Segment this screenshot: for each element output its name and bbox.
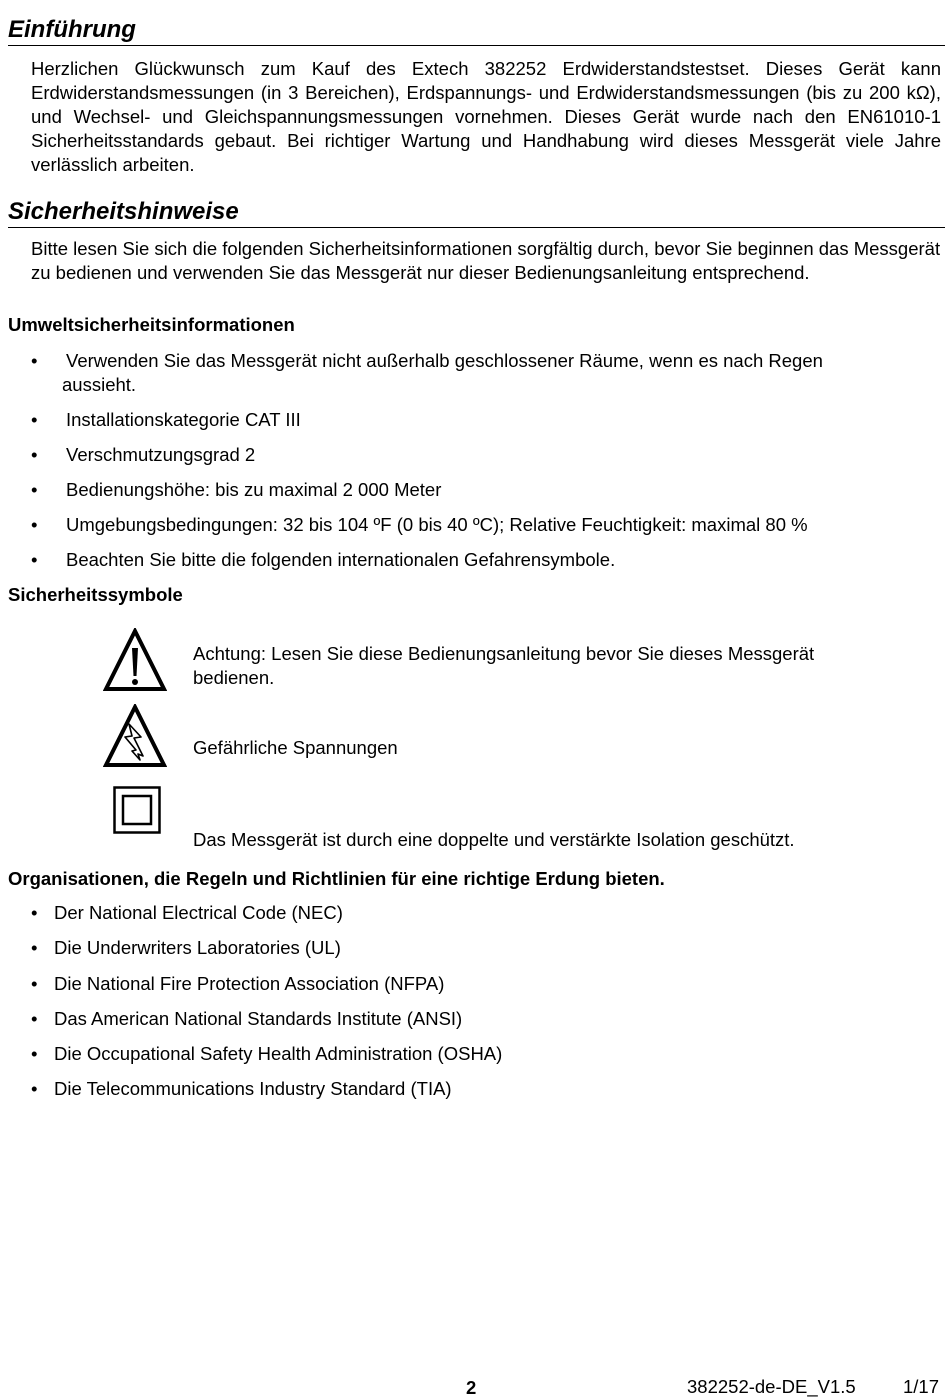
intro-paragraph: Herzlichen Glückwunsch zum Kauf des Extech 382252 Erdwiderstandstestset. Dieses Gerät kann Erdwiderstandsmessungen (in 3 Bereichen), Erdspannungs- und Erdwiderstandsmessungen (bis zu 200 kΩ), und Wechsel- und Gleichspannungsmessungen vornehmen. Dieses Gerät wurde nach den EN61010-1 Sicherheitsstandards gebaut. Bei richtiger Wartung und Handhabung wird dieses Messgerät viele Jahre verlässlich arbeiten. <box>31 58 941 175</box>
section-title-intro: Einführung <box>8 16 945 46</box>
bullet-icon: • <box>31 479 38 500</box>
list-item: • Verschmutzungsgrad 2 <box>31 444 256 465</box>
list-item: • Der National Electrical Code (NEC) <box>31 902 343 923</box>
list-item: • Die Telecommunications Industry Standard (TIA) <box>31 1078 452 1099</box>
safety-paragraph: Bitte lesen Sie sich die folgenden Sicherheitsinformationen sorgfältig durch, bevor Sie beginnen das Messgerät zu bedienen und verwenden Sie das Messgerät nur dieser Bedienungsanleitung entsprechend. <box>31 238 941 283</box>
symbol-voltage-text: Gefährliche Spannungen <box>193 737 398 758</box>
list-item: • Installationskategorie CAT III <box>31 409 301 430</box>
symbol-caution-text: Achtung: Lesen Sie diese Bedienungsanleitung bevor Sie dieses Messgerät bedienen. <box>193 643 815 688</box>
high-voltage-icon <box>103 704 167 768</box>
bullet-icon: • <box>31 444 38 465</box>
list-item: • Die Occupational Safety Health Administration (OSHA) <box>31 1043 503 1064</box>
list-item: • Die Underwriters Laboratories (UL) <box>31 937 341 958</box>
caution-triangle-icon <box>103 628 167 692</box>
page-count: 1/17 <box>903 1376 940 1397</box>
section-title-safety: Sicherheitshinweise <box>8 198 945 228</box>
safety-symbols-heading: Sicherheitssymbole <box>8 584 183 605</box>
bullet-icon: • <box>31 1043 38 1064</box>
bullet-icon: • <box>31 409 38 430</box>
bullet-icon: • <box>31 1008 38 1029</box>
document-id: 382252-de-DE_V1.5 <box>687 1376 856 1397</box>
bullet-icon: • <box>31 973 38 994</box>
double-insulation-icon <box>113 786 161 834</box>
list-item: • Beachten Sie bitte die folgenden internationalen Gefahrensymbole. <box>31 549 616 570</box>
list-item: • Die National Fire Protection Association (NFPA) <box>31 973 445 994</box>
env-safety-heading: Umweltsicherheitsinformationen <box>8 314 295 335</box>
bullet-icon: • <box>31 937 38 958</box>
symbol-insulation-text: Das Messgerät ist durch eine doppelte und verstärkte Isolation geschützt. <box>193 829 795 850</box>
organizations-heading: Organisationen, die Regeln und Richtlinien für eine richtige Erdung bieten. <box>8 868 665 889</box>
list-item: • Bedienungshöhe: bis zu maximal 2 000 Meter <box>31 479 442 500</box>
bullet-icon: • <box>31 1078 38 1099</box>
list-item: • Das American National Standards Institute (ANSI) <box>31 1008 463 1029</box>
page-number: 2 <box>466 1377 477 1398</box>
bullet-icon: • <box>31 549 38 570</box>
bullet-icon: • <box>31 514 38 535</box>
bullet-icon: • <box>31 350 38 371</box>
bullet-icon: • <box>31 902 38 923</box>
list-item: • Umgebungsbedingungen: 32 bis 104 ºF (0 bis 40 ºC); Relative Feuchtigkeit: maximal 80 % <box>31 514 808 535</box>
list-item: • Verwenden Sie das Messgerät nicht außerhalb geschlossener Räume, wenn es nach Regen aussieht. <box>31 350 823 395</box>
